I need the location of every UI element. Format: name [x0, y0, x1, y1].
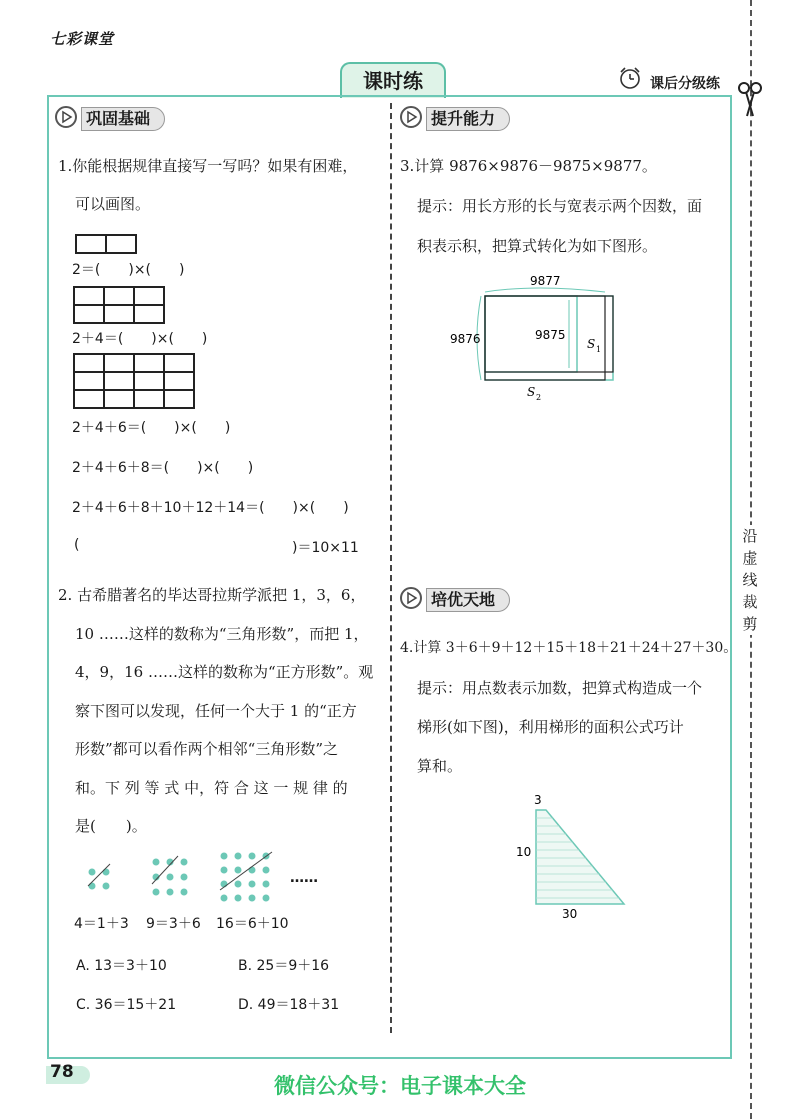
q4-hint-line2: 梯形(如下图)，利用梯形的面积公式巧计: [417, 718, 684, 736]
cut-instruction: [738, 525, 762, 635]
q1-eq3: 2＋4＋6＝( )×( ): [72, 420, 231, 436]
option-b[interactable]: B. 25＝9＋16: [238, 958, 330, 974]
dots-3x3: [152, 856, 188, 896]
q2-line: 形数”都可以看作两个相邻“三角形数”之: [75, 740, 339, 758]
section-label: 培优天地: [426, 588, 510, 612]
label-bottom-30: 30: [562, 907, 578, 920]
cut-char: 沿: [742, 527, 758, 545]
dots-caption-2: 9＝3＋6: [146, 916, 201, 932]
label-s1-sub: 1: [596, 345, 602, 354]
q1-eq4: 2＋4＋6＋8＝( )×( ): [72, 460, 254, 476]
cut-char: 虚: [742, 549, 758, 567]
brand-logo: 七彩课堂: [50, 30, 115, 48]
q2-line: 4，9，16 ……这样的数称为“正方形数”。观: [75, 663, 374, 681]
label-s1: S: [587, 337, 596, 351]
option-c[interactable]: C. 36＝15＋21: [76, 997, 177, 1013]
trapezoid-figure: [510, 790, 640, 920]
dots-caption-3: 16＝6＋10: [216, 916, 289, 932]
q1-eq1: 2＝( )×( ): [72, 262, 185, 278]
q2-text: [58, 576, 373, 846]
q1-text-line1: 1.你能根据规律直接写一写吗？如果有困难，: [58, 157, 358, 175]
q1-eq6-open: (: [74, 537, 80, 553]
cut-char: 线: [742, 571, 758, 589]
play-icon: [55, 106, 77, 128]
dots-ellipsis: ……: [290, 870, 318, 886]
dots-4x4: [220, 852, 272, 902]
q4-hint-line3: 算和。: [417, 757, 463, 775]
option-a[interactable]: A. 13＝3＋10: [76, 958, 167, 974]
option-d[interactable]: D. 49＝18＋31: [238, 997, 340, 1013]
label-9875: 9875: [535, 328, 566, 342]
scissors-icon: [735, 80, 765, 120]
q2-line: 察下图可以发现，任何一个大于 1 的“正方: [75, 701, 357, 720]
rectangle-figure: [445, 270, 625, 405]
q2-line: 10 ……这样的数称为“三角形数”，而把 1，: [75, 624, 369, 643]
label-9876: 9876: [450, 332, 481, 346]
label-9877: 9877: [530, 274, 561, 288]
q4-text: 4.计算 3＋6＋9＋12＋15＋18＋21＋24＋27＋30。: [400, 640, 738, 656]
dots-caption-1: 4＝1＋3: [74, 916, 129, 932]
q4-hint-line1: 提示：用点数表示加数，把算式构造成一个: [417, 679, 703, 697]
q1-eq2: 2＋4＝( )×( ): [72, 331, 208, 347]
section-label: 提升能力: [426, 107, 510, 131]
grid-3x4: [73, 353, 195, 409]
dots-2x2: [88, 864, 110, 890]
q1-eq6-rest: )＝10×11: [292, 540, 359, 556]
q3-hint-line1: 提示：用长方形的长与宽表示两个因数，面: [417, 197, 703, 215]
footer-watermark: 微信公众号：电子课本大全: [274, 1074, 526, 1098]
q2-line: 是( )。: [75, 817, 147, 835]
grid-2x3: [73, 286, 165, 324]
q3-text: 3.计算 9876×9876－9875×9877。: [400, 157, 657, 175]
q2-line: 2. 古希腊著名的毕达哥拉斯学派把 1，3，6，: [58, 586, 366, 604]
q1-eq5: 2＋4＋6＋8＋10＋12＋14＝( )×( ): [72, 500, 349, 516]
alarm-clock-icon: [618, 66, 642, 90]
cut-char: 裁: [742, 593, 758, 611]
q1-text-line2: 可以画图。: [75, 195, 151, 213]
level-label: 课后分级练: [650, 76, 720, 92]
column-divider: [390, 103, 392, 1033]
section-label: 巩固基础: [81, 107, 165, 131]
q2-line: 和。下 列 等 式 中，符 合 这 一 规 律 的: [75, 778, 348, 797]
label-top-3: 3: [534, 793, 542, 807]
q3-hint-line2: 积表示积，把算式转化为如下图形。: [417, 237, 658, 255]
label-s2: S: [527, 385, 536, 399]
play-icon: [400, 587, 422, 609]
play-icon: [400, 106, 422, 128]
page-title: 课时练: [340, 62, 446, 98]
label-s2-sub: 2: [536, 393, 542, 402]
cut-char: 剪: [742, 615, 758, 633]
grid-1x2: [75, 234, 137, 254]
label-height-10: 10: [516, 845, 532, 859]
page-number: 78: [50, 1062, 74, 1082]
